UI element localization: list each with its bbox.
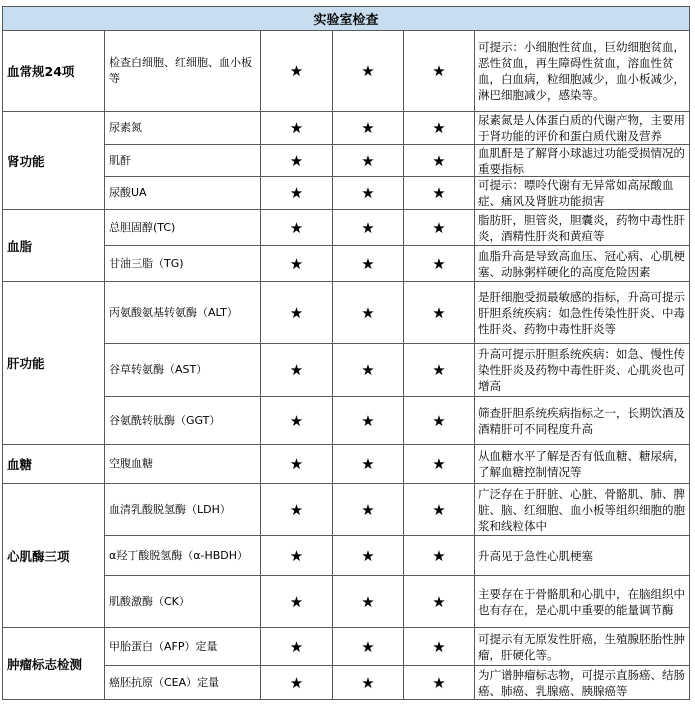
category-cell-text: 肾功能 — [7, 153, 45, 169]
star-icon: ★ — [432, 361, 446, 379]
star-icon-cell — [333, 282, 404, 344]
star-icon-cell — [333, 445, 404, 484]
category-cell-text: 肝功能 — [7, 356, 45, 371]
item-cell — [105, 344, 261, 397]
category-cell — [2, 210, 105, 282]
star-icon-cell — [261, 666, 333, 700]
star-icon: ★ — [361, 592, 375, 611]
star-icon: ★ — [432, 500, 446, 519]
category-cell-text: 血脂 — [7, 238, 33, 254]
item-cell — [105, 145, 261, 177]
category-cell-text: 血糖 — [7, 457, 33, 472]
item-cell-text: 检查白细胞、红细胞、血小板等 — [109, 56, 252, 85]
star-icon-cell — [261, 145, 333, 177]
star-icon-cell — [333, 576, 404, 628]
item-cell-text: 血清乳酸脱氢酶（LDH） — [109, 502, 231, 516]
star-icon: ★ — [361, 119, 375, 137]
category-cell — [2, 628, 105, 700]
item-cell-text: 甲胎蛋白（AFP）定量 — [109, 639, 218, 653]
item-cell — [105, 666, 261, 700]
star-icon: ★ — [432, 184, 446, 202]
item-cell-text: α羟丁酸脱氢酶（α-HBDH） — [109, 548, 249, 562]
star-icon: ★ — [289, 361, 304, 379]
star-icon-cell — [261, 628, 333, 666]
star-icon-cell — [333, 145, 404, 177]
star-icon-cell — [404, 344, 475, 397]
note-cell-text: 广泛存在于肝脏、心脏、骨骼肌、肺、脾脏、脑、红细胞、血小板等组织细胞的胞浆和线粒体中 — [478, 486, 685, 533]
note-cell-text: 可提示：小细胞性贫血，巨幼细胞贫血，恶性贫血，再生障碍性贫血，溶血性贫血，白血病，粒细胞减少，血小板减少，淋巴细胞减少，感染等。 — [478, 40, 685, 102]
star-icon-cell — [261, 445, 333, 484]
star-icon-cell — [261, 576, 333, 628]
star-icon-cell — [333, 210, 404, 246]
star-icon-cell — [333, 397, 404, 445]
note-cell-text: 主要存在于骨骼肌和心肌中，在脑组织中也有存在，是心肌中重要的能量调节酶 — [478, 586, 685, 617]
star-icon: ★ — [361, 411, 375, 430]
note-cell — [475, 628, 690, 666]
item-cell — [105, 536, 261, 576]
item-cell — [105, 484, 261, 536]
note-cell — [475, 536, 690, 576]
category-cell — [2, 112, 105, 210]
category-cell-text: 心肌酶三项 — [7, 548, 70, 564]
item-cell-text: 丙氨酸氨基转氨酶（ALT） — [109, 305, 238, 319]
item-cell — [105, 628, 261, 666]
item-cell-text: 谷氨酰转肽酶（GGT） — [109, 413, 221, 427]
item-cell — [105, 31, 261, 112]
note-cell-text: 可提示有无原发性肝癌，生殖腺胚胎性肿瘤，肝硬化等。 — [478, 631, 685, 662]
note-cell-text: 可提示：嘌呤代谢有无异常如高尿酸血症、痛风及肾脏功能损害 — [478, 178, 674, 208]
star-icon: ★ — [432, 546, 446, 565]
category-cell — [2, 484, 105, 628]
star-icon: ★ — [361, 546, 375, 565]
item-cell — [105, 112, 261, 145]
star-icon-cell — [333, 31, 404, 112]
star-icon: ★ — [432, 62, 446, 80]
note-cell — [475, 177, 690, 210]
star-icon: ★ — [432, 673, 446, 692]
star-icon-cell — [261, 210, 333, 246]
star-icon: ★ — [361, 254, 375, 273]
star-icon-cell — [261, 282, 333, 344]
star-icon: ★ — [289, 254, 304, 273]
item-cell-text: 空腹血糖 — [109, 457, 153, 470]
star-icon: ★ — [432, 592, 446, 611]
item-cell-text: 甘油三脂（TG) — [109, 256, 184, 270]
item-cell — [105, 397, 261, 445]
item-cell — [105, 210, 261, 246]
star-icon: ★ — [432, 637, 446, 656]
category-cell — [2, 445, 105, 484]
star-icon-cell — [404, 31, 475, 112]
note-cell — [475, 246, 690, 282]
star-icon-cell — [261, 31, 333, 112]
star-icon-cell — [404, 210, 475, 246]
item-cell-text: 肌酐 — [109, 153, 131, 167]
item-cell-text: 尿素氮 — [109, 121, 142, 134]
star-icon: ★ — [289, 455, 304, 473]
star-icon-cell — [261, 536, 333, 576]
star-icon: ★ — [361, 303, 375, 322]
star-icon: ★ — [432, 119, 446, 137]
star-icon: ★ — [289, 218, 304, 237]
category-cell-text: 血常规24项 — [7, 64, 75, 79]
star-icon-cell — [261, 246, 333, 282]
star-icon-cell — [404, 628, 475, 666]
note-cell — [475, 397, 690, 445]
item-cell-text: 肌酸激酶（CK） — [109, 594, 190, 608]
category-cell-text: 肿瘤标志检测 — [7, 656, 83, 672]
star-icon: ★ — [289, 637, 304, 656]
star-icon-cell — [404, 484, 475, 536]
star-icon: ★ — [361, 151, 375, 170]
star-icon: ★ — [289, 411, 304, 430]
star-icon-cell — [404, 666, 475, 700]
note-cell — [475, 282, 690, 344]
star-icon-cell — [404, 536, 475, 576]
star-icon-cell — [333, 628, 404, 666]
star-icon-cell — [404, 282, 475, 344]
note-cell — [475, 112, 690, 145]
star-icon-cell — [261, 344, 333, 397]
star-icon: ★ — [361, 361, 375, 379]
star-icon: ★ — [361, 455, 375, 473]
star-icon-cell — [333, 246, 404, 282]
note-cell — [475, 210, 690, 246]
star-icon: ★ — [289, 151, 304, 170]
star-icon-cell — [404, 177, 475, 210]
star-icon: ★ — [361, 184, 375, 202]
star-icon: ★ — [361, 637, 375, 656]
star-icon-cell — [404, 145, 475, 177]
item-cell — [105, 246, 261, 282]
star-icon: ★ — [361, 673, 375, 692]
star-icon: ★ — [361, 62, 375, 80]
note-cell-text: 血脂升高是导致高血压、冠心病、心肌梗塞、动脉粥样硬化的高度危险因素 — [478, 248, 685, 279]
star-icon: ★ — [289, 500, 304, 519]
star-icon: ★ — [289, 184, 304, 202]
note-cell — [475, 666, 690, 700]
note-cell-text: 血肌酐是了解肾小球滤过功能受损情况的重要指标 — [478, 145, 685, 176]
star-icon-cell — [261, 484, 333, 536]
star-icon: ★ — [432, 254, 446, 273]
note-cell-text: 尿素氮是人体蛋白质的代谢产物，主要用于肾功能的评价和蛋白质代谢及营养 — [478, 113, 685, 143]
note-cell-text: 为广谱肿瘤标志物，可提示直肠癌、结肠癌、肺癌、乳腺癌、胰腺癌等 — [478, 667, 685, 698]
star-icon: ★ — [289, 62, 304, 80]
star-icon-cell — [333, 484, 404, 536]
note-cell — [475, 484, 690, 536]
star-icon: ★ — [289, 303, 304, 322]
star-icon-cell — [333, 112, 404, 145]
note-cell — [475, 445, 690, 484]
note-cell — [475, 145, 690, 177]
item-cell-text: 总胆固醇(TC) — [109, 220, 176, 234]
star-icon-cell — [404, 397, 475, 445]
category-cell — [2, 31, 105, 112]
star-icon: ★ — [289, 673, 304, 692]
note-cell-text: 升高可提示肝胆系统疾病：如急、慢性传染性肝炎及药物中毒性肝炎、心肌炎也可增高 — [478, 347, 685, 393]
table-title: 实验室检查 — [2, 6, 690, 31]
star-icon: ★ — [432, 218, 446, 237]
star-icon: ★ — [289, 546, 304, 565]
star-icon: ★ — [361, 218, 375, 237]
item-cell-text: 尿酸UA — [109, 186, 147, 199]
note-cell-text: 脂肪肝，胆管炎，胆囊炎，药物中毒性肝炎，酒精性肝炎和黄疸等 — [478, 212, 685, 243]
note-cell-text: 升高见于急性心肌梗塞 — [478, 548, 593, 563]
item-cell — [105, 282, 261, 344]
star-icon-cell — [333, 536, 404, 576]
star-icon: ★ — [432, 151, 446, 170]
star-icon: ★ — [432, 411, 446, 430]
star-icon-cell — [333, 344, 404, 397]
star-icon: ★ — [289, 119, 304, 137]
note-cell — [475, 31, 690, 112]
note-cell-text: 筛查肝胆系统疾病指标之一，长期饮酒及酒精肝可不同程度升高 — [478, 405, 685, 436]
item-cell — [105, 576, 261, 628]
item-cell — [105, 177, 261, 210]
item-cell — [105, 445, 261, 484]
item-cell-text: 癌胚抗原（CEA）定量 — [109, 675, 220, 689]
star-icon-cell — [404, 576, 475, 628]
star-icon: ★ — [361, 500, 375, 519]
star-icon: ★ — [432, 455, 446, 473]
star-icon-cell — [261, 177, 333, 210]
star-icon-cell — [333, 177, 404, 210]
star-icon-cell — [261, 112, 333, 145]
star-icon-cell — [261, 397, 333, 445]
star-icon: ★ — [289, 592, 304, 611]
star-icon: ★ — [432, 303, 446, 322]
star-icon-cell — [404, 112, 475, 145]
note-cell — [475, 576, 690, 628]
note-cell-text: 从血糖水平了解是否有低血糖、糖尿病，了解血糖控制情况等 — [478, 449, 685, 479]
category-cell — [2, 282, 105, 445]
star-icon-cell — [333, 666, 404, 700]
note-cell-text: 是肝细胞受损最敏感的指标，升高可提示肝胆系统疾病：如急性传染性肝炎、中毒性肝炎、药物中毒性肝炎等 — [478, 289, 685, 336]
note-cell — [475, 344, 690, 397]
item-cell-text: 谷草转氨酶（AST） — [109, 363, 208, 376]
star-icon-cell — [404, 246, 475, 282]
star-icon-cell — [404, 445, 475, 484]
